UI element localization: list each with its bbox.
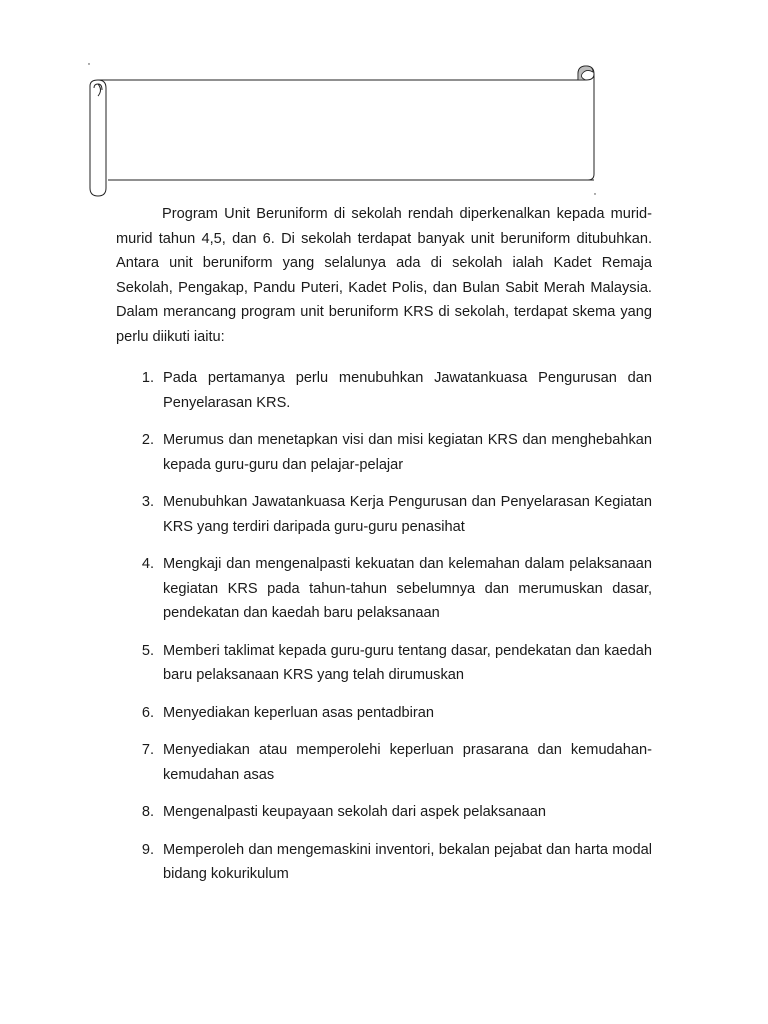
corner-dot-mark	[594, 193, 595, 194]
step-text: Merumus dan menetapkan visi dan misi kegiatan KRS dan menghebahkan kepada guru-guru dan pelajar-pelajar	[163, 432, 652, 473]
step-text: Memperoleh dan mengemaskini inventori, bekalan pejabat dan harta modal bidang kokurikulum	[163, 841, 652, 882]
steps-list	[116, 366, 652, 900]
step-number: 2.	[141, 432, 154, 448]
step-text: Memberi taklimat kepada guru-guru tentang dasar, pendekatan dan kaedah baru pelaksanaan KRS yang telah dirumuskan	[163, 642, 652, 683]
list-item	[116, 738, 652, 787]
list-item	[116, 800, 652, 825]
step-text: Pada pertamanya perlu menubuhkan Jawatankuasa Pengurusan dan Penyelarasan KRS.	[163, 370, 652, 411]
list-item	[116, 366, 652, 415]
step-number: 5.	[141, 642, 154, 659]
step-text: Mengkaji dan mengenalpasti kekuatan dan kelemahan dalam pelaksanaan kegiatan KRS pada tahun-tahun sebelumnya dan merumuskan dasar, pendekatan dan kaedah baru pelaksanaan	[163, 556, 652, 621]
step-text: Mengenalpasti keupayaan sekolah dari aspek pelaksanaan	[163, 804, 546, 820]
step-number: 1.	[141, 370, 154, 386]
step-text: Menyediakan atau memperolehi keperluan prasarana dan kemudahan-kemudahan asas	[163, 742, 652, 783]
step-number: 6.	[141, 704, 154, 721]
scroll-banner-svg	[82, 60, 602, 200]
list-item	[116, 490, 652, 539]
corner-dot-mark	[88, 63, 89, 64]
step-number: 8.	[141, 804, 154, 820]
scroll-banner-graphic	[82, 60, 602, 200]
step-number: 9.	[141, 841, 154, 858]
step-number: 7.	[141, 742, 154, 758]
intro-paragraph: Program Unit Beruniform di sekolah rendah diperkenalkan kepada murid-murid tahun 4,5, dan 6. Di sekolah terdapat banyak unit beruniform ditubuhkan. Antara unit beruniform yang selalunya ada di sekolah ialah Kadet Remaja Sekolah, Pengakap, Pandu Puteri, Kadet Polis, dan Bulan Sabit Merah Malaysia. Dalam merancang program unit beruniform KRS di sekolah, terdapat skema yang perlu diikuti iaitu:	[116, 206, 652, 345]
step-number: 3.	[141, 494, 154, 510]
scroll-curl-shade	[578, 66, 593, 80]
step-text: Menubuhkan Jawatankuasa Kerja Pengurusan dan Penyelarasan Kegiatan KRS yang terdiri daripada guru-guru penasihat	[163, 494, 652, 535]
list-item	[116, 838, 652, 887]
step-number: 4.	[141, 556, 154, 572]
list-item	[116, 639, 652, 688]
step-text: Menyediakan keperluan asas pentadbiran	[163, 704, 434, 721]
list-item	[116, 428, 652, 477]
list-item	[116, 552, 652, 626]
list-item	[116, 701, 652, 726]
